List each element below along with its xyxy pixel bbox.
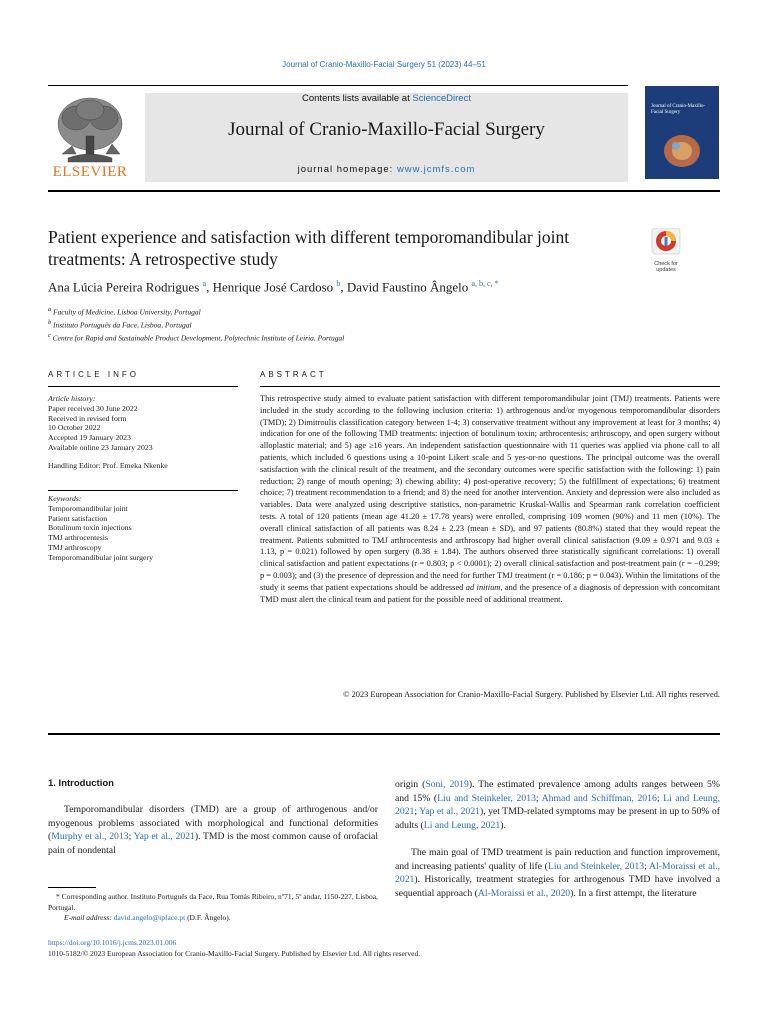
history-label: Article history: xyxy=(48,394,96,403)
body-text: Temporomandibular disorders (TMD) are a group of arthrogenous and/or myogenous problems associated with morphological and functional deformities ( xyxy=(48,804,378,842)
affiliations xyxy=(48,305,688,344)
intro-paragraph: Temporomandibular disorders (TMD) are a group of arthrogenous and/or myogenous problems associated with morphological and functional deformities (Murphy et al., 2013; Yap et al., 2021). TMD is the most common cause of orofacial pain of nondental xyxy=(48,804,379,856)
keywords-label: Keywords: xyxy=(48,494,82,503)
abstract-body xyxy=(260,393,720,605)
history-item: Received in revised form xyxy=(48,413,127,423)
abstract-text-part: This retrospective study aimed to evaluate patient satisfaction with different temporomandibular joint (TMJ) treatments. Patients were included in the study according to the following inclusion criteria: 1) arthrogenous and/or myogenous temporomandibular disorders (TMD); 2) Dimitroulis classification category between 1-4; 3) conservative treatment without any improvement at least for 3 months; 4) indication for one of the following TMD treatments: injection of botulinum toxin; arthrocentesis; arthroscopy, and open surgery without alloplastic material; and 5) age ≥16 years. An independent satisfaction questionnaire with 11 queries was applied via phone call to all patients, which included 6 questions using a 10-point Likert scale and 5 yes-or-no questions. The principal outcome was the overall satisfaction with the clinical result of the treatment, and the secondary outcomes were specific satisfaction with the following: 1) pain reduction; 2) range of mouth opening; 3) chewing ability; 4) post-operative recovery; 5) the fulfillment of expectations; 6) treatment choice; 7) treatment recommendation to a friend; and 8) the need for another intervention. Anxiety and depression were also included as variables. Data were analyzed using descriptive statistics, non-parametric Kruskal-Wallis and Spearman rank correlation coefficient tests. A total of 120 patients (mean age 41.20 ± 17.78 years) were enrolled, comprising 109 women (90%) and 11 men (10%). The overall clinical satisfaction of all patients was 8.24 ± 2.23 (mean ± SD), and 97 patients (80.8%) stated that they would repeat the treatment. Patients submitted to TMJ arthrocentesis and arthroscopy had higher overall clinical satisfaction (9.09 ± 0.971 and 9.03 ± 1.13, p = 0.021) followed by open surgery (8.38 ± 1.84). The authors observed three statistically significant correlations: 1) overall clinical satisfaction and patient expectations (r = 0.803; p < 0.0001); 2) overall clinical satisfaction and post-treatment pain (r = −0.299; p = 0.003); and (3) the presence of depression and the need for further TMJ treatment (r = 0.186; p = 0.043). Within the limitations of the study it seems that patient expectations should be addressed xyxy=(260,394,720,592)
footnote-rule xyxy=(48,887,96,888)
crossmark-label: Check for updates xyxy=(654,261,678,273)
author-name[interactable]: Ana Lúcia Pereira Rodrigues xyxy=(48,279,200,295)
body-text: ). xyxy=(500,819,506,831)
citation-link[interactable]: Yap et al., 2021 xyxy=(133,831,195,842)
history-item: 10 October 2022 xyxy=(48,423,101,433)
contents-line xyxy=(145,93,628,104)
author-affiliation-mark[interactable]: a xyxy=(202,279,207,288)
affiliation-item xyxy=(48,331,688,344)
history-item: Available online 23 January 2023 xyxy=(48,442,153,452)
keywords-rule xyxy=(48,490,238,491)
abstract-text-part: , and the presence of a diagnosis of depression with concomitant TMD must alert the clinical team and patient for the possible need of additional treatment. xyxy=(260,582,720,604)
keyword-item[interactable]: Temporomandibular joint xyxy=(48,503,128,513)
crossmark-badge[interactable] xyxy=(646,228,686,273)
body-text: ). In a first attempt, the literature xyxy=(570,887,697,899)
journal-title: Journal of Cranio-Maxillo-Facial Surgery xyxy=(228,119,545,140)
keyword-item[interactable]: Patient satisfaction xyxy=(48,513,108,523)
cover-illustration xyxy=(660,132,704,170)
page-footer xyxy=(48,938,648,959)
keyword-item[interactable]: TMJ arthroscopy xyxy=(48,542,102,552)
author-name[interactable]: Henrique José Cardoso xyxy=(212,279,334,295)
issn-copyright: 1010-5182/© 2023 European Association for Cranio-Maxillo-Facial Surgery. Published by Elsevier Ltd. All rights reserved. xyxy=(48,948,421,958)
keyword-item[interactable]: TMJ arthrocentesis xyxy=(48,533,108,543)
handling-editor: Handling Editor: Prof. Emeka Nkenke xyxy=(48,460,168,470)
citation-link[interactable]: Ahmad and Schiffman, 2016 xyxy=(541,792,657,804)
body-text: origin ( xyxy=(395,779,426,790)
journal-homepage-line xyxy=(145,164,628,175)
body-text: ). TMD is the most common cause of orofacial pain of nondental xyxy=(48,831,379,856)
email-line xyxy=(48,913,378,924)
citation-link[interactable]: Murphy et al., 2013 xyxy=(51,831,129,842)
affiliation-text: Faculty of Medicine, Lisboa University, Portugal xyxy=(53,307,201,317)
article-info-rule xyxy=(48,386,238,387)
abstract-copyright: © 2023 European Association for Cranio-Maxillo-Facial Surgery. Published by Elsevier Ltd. All rights reserved. xyxy=(343,690,720,699)
body-text: ). The estimated prevalence among adults ranges between 5% and 15% ( xyxy=(395,779,720,804)
affiliation-mark: c xyxy=(48,332,51,339)
crossmark-icon xyxy=(646,228,686,256)
history-item: Paper received 30 June 2022 xyxy=(48,403,138,413)
citation-link[interactable]: Soni, 2019 xyxy=(425,779,469,790)
citation-link[interactable]: Liu and Steinkeler, 2013 xyxy=(547,860,645,872)
keyword-item[interactable]: Temporomandibular joint surgery xyxy=(48,552,153,562)
publisher-wordmark: ELSEVIER xyxy=(52,164,128,180)
doi-link[interactable]: https://doi.org/10.1016/j.jcms.2023.01.006 xyxy=(48,938,177,947)
intro-paragraph-col2: origin (Soni, 2019). The estimated prevalence among adults ranges between 5% and 15% (Liu and Steinkeler, 2013; Ahmad and Schiffman, 2016; Li and Leung, 2021; Yap et al., 2021), yet TMD-related symptoms may be present in up to 50% of adults (Li and Leung, 2021). xyxy=(395,779,720,831)
citation-link[interactable]: Al-Moraissi et al., 2020 xyxy=(477,887,571,899)
history-item: Accepted 19 January 2023 xyxy=(48,433,131,443)
affiliation-item xyxy=(48,318,688,331)
body-text: The main goal of TMD treatment is pain reduction and function improvement, and increasing patients' quality of life ( xyxy=(395,847,720,872)
citation-link[interactable]: Liu and Steinkeler, 2013 xyxy=(437,792,536,804)
email-suffix: (D.F. Ângelo). xyxy=(185,913,231,922)
author-name[interactable]: David Faustino Ângelo xyxy=(346,279,469,295)
introduction-heading: 1. Introduction xyxy=(48,778,114,789)
article-history xyxy=(48,394,238,471)
affiliation-mark: b xyxy=(48,319,52,326)
affiliation-text: Centre for Rapid and Sustainable Product Development, Polytechnic Institute of Leiria, Portugal xyxy=(52,333,345,343)
homepage-link[interactable]: www.jcmfs.com xyxy=(396,164,476,175)
author-list: Ana Lúcia Pereira Rodrigues $^a$, Henrique José Cardoso $^b$, David Faustino Ângelo $^{a, b, c, *}$ xyxy=(48,279,499,295)
citation-link[interactable]: Al-Moraissi et al., 2021 xyxy=(395,860,720,885)
citation-link[interactable]: Yap et al., 2021 xyxy=(419,806,481,817)
abstract-italic-phrase: ad initium xyxy=(465,582,501,592)
sciencedirect-link[interactable]: ScienceDirect xyxy=(412,93,471,104)
email-label: E-mail address: xyxy=(64,913,114,922)
abstract-heading: ABSTRACT xyxy=(260,370,327,379)
article-title: Patient experience and satisfaction with different temporomandibular joint treatments: A retrospective study xyxy=(48,227,570,269)
citation-link[interactable]: Li and Leung, 2021 xyxy=(423,819,501,831)
body-text: ), yet TMD-related symptoms may be present in up to 50% of adults ( xyxy=(395,806,720,831)
author-affiliation-mark[interactable]: b xyxy=(336,279,341,288)
header-top-rule xyxy=(48,85,628,86)
corresponding-author-footnote xyxy=(48,892,378,924)
affiliation-mark: a xyxy=(48,306,52,313)
affiliation-item xyxy=(48,305,688,318)
keywords xyxy=(48,494,238,563)
affiliation-text: Instituto Português da Face, Lisboa, Portugal xyxy=(53,320,192,330)
header-bottom-rule xyxy=(48,190,720,192)
corresponding-text: * Corresponding author. Instituto Português da Face, Rua Tomás Ribeiro, nº71, 5º andar, 1150-227, Lisboa, Portugal. xyxy=(48,892,378,912)
section-divider xyxy=(48,733,720,735)
author-affiliation-mark[interactable]: a, b, c, * xyxy=(471,279,499,288)
journal-cover-title: Journal of Cranio-Maxillo-Facial Surgery xyxy=(651,104,706,115)
contents-prefix: Contents lists available at xyxy=(302,93,413,104)
body-text: ). Historically, treatment strategies for arthrogenous TMD have involved a sequential approach ( xyxy=(395,874,720,899)
citation-link[interactable]: Li and Leung, 2021 xyxy=(395,792,720,817)
article-info-heading: ARTICLE INFO xyxy=(48,370,139,379)
email-link[interactable]: david.angelo@ipface.pt xyxy=(113,913,186,922)
abstract-rule xyxy=(260,386,720,387)
keyword-item[interactable]: Botulinum toxin injections xyxy=(48,523,132,533)
journal-reference[interactable]: Journal of Cranio-Maxillo-Facial Surgery 51 (2023) 44–51 xyxy=(282,60,486,69)
intro-paragraph-2: The main goal of TMD treatment is pain reduction and function improvement, and increasing patients' quality of life (Liu and Steinkeler, 2013; Al-Moraissi et al., 2021). Historically, treatment strategies for arthrogenous TMD have involved a sequential approach (Al-Moraissi et al., 2020). In a first attempt, the literature xyxy=(395,847,720,899)
homepage-prefix: journal homepage: xyxy=(297,164,397,175)
